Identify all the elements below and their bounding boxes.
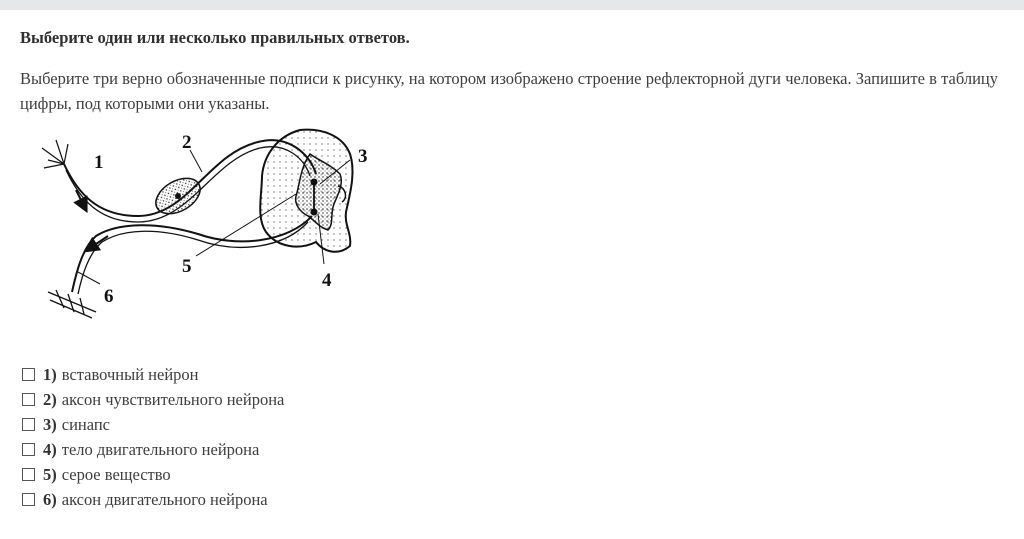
spinal-cord xyxy=(260,130,352,252)
option-text: серое вещество xyxy=(61,464,171,484)
option-text: аксон двигательного нейрона xyxy=(61,489,268,509)
answer-option[interactable] xyxy=(22,412,284,437)
answer-checkbox[interactable] xyxy=(22,443,35,456)
option-number: 2) xyxy=(43,389,57,409)
figure-label-6: 6 xyxy=(104,286,114,307)
figure-label-2: 2 xyxy=(182,132,192,153)
option-text: тело двигательного нейрона xyxy=(61,439,260,459)
option-text: синапс xyxy=(61,414,110,434)
figure-label-5: 5 xyxy=(182,256,192,277)
option-number: 5) xyxy=(43,464,57,484)
answer-option[interactable] xyxy=(22,487,284,512)
answer-checkbox[interactable] xyxy=(22,468,35,481)
top-bar xyxy=(0,0,1024,10)
option-number: 6) xyxy=(43,489,57,509)
reflex-arc-figure xyxy=(38,124,388,324)
option-number: 4) xyxy=(43,439,57,459)
figure-label-4: 4 xyxy=(322,270,332,291)
answer-checkbox[interactable] xyxy=(22,418,35,431)
answer-option[interactable] xyxy=(22,362,284,387)
question-text: Выберите три верно обозначенные подписи к рисунку, на котором изображено строение рефлекторной дуги человека. Запишите в таблицу цифры, под которыми они указаны. xyxy=(20,69,998,113)
option-number: 1) xyxy=(43,364,57,384)
figure-label-3: 3 xyxy=(358,146,368,167)
option-text: вставочный нейрон xyxy=(61,364,199,384)
option-number: 3) xyxy=(43,414,57,434)
answer-checkbox[interactable] xyxy=(22,368,35,381)
answer-checkbox[interactable] xyxy=(22,393,35,406)
option-text: аксон чувствительного нейрона xyxy=(61,389,285,409)
answer-checkbox[interactable] xyxy=(22,493,35,506)
instruction-text: Выберите один или несколько правильных ответов. xyxy=(20,28,410,47)
answer-option[interactable] xyxy=(22,437,284,462)
answer-option[interactable] xyxy=(22,462,284,487)
answer-option[interactable] xyxy=(22,387,284,412)
figure-label-1: 1 xyxy=(94,152,104,173)
answer-options xyxy=(22,362,284,512)
